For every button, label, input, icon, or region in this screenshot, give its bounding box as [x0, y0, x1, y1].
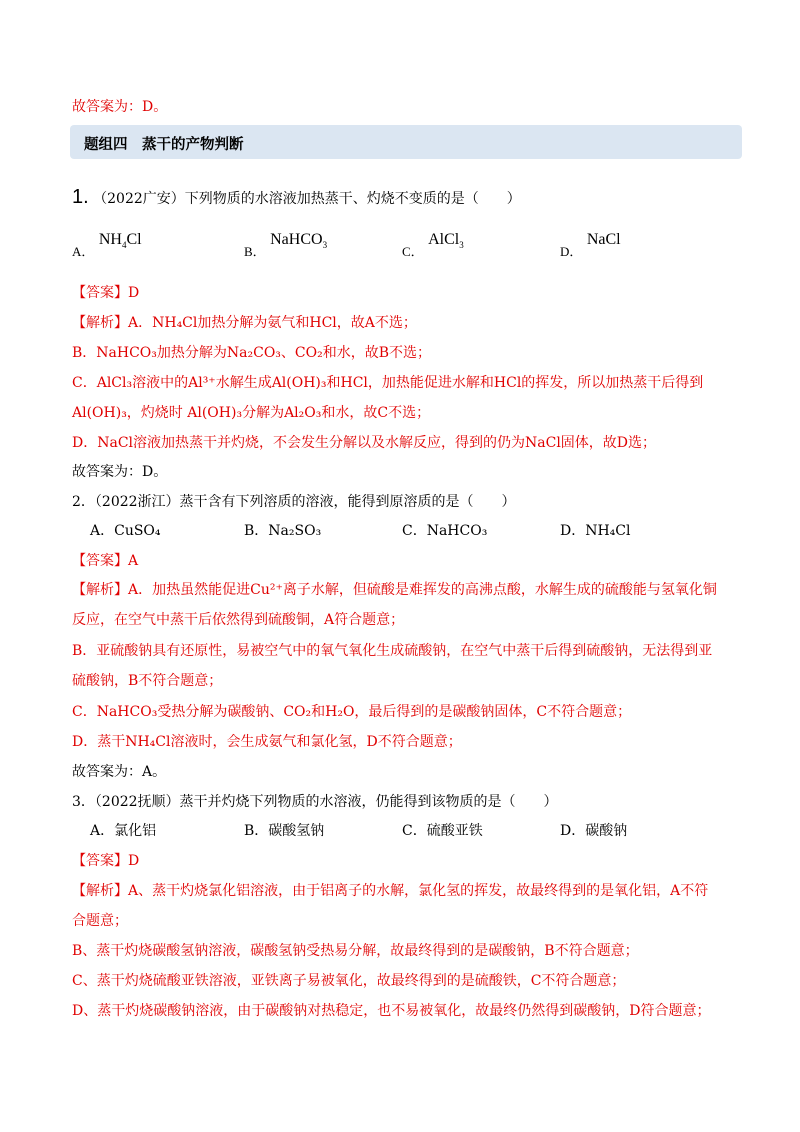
- section-title: 题组四 蒸干的产物判断: [84, 137, 244, 153]
- q1-analysis-line: Al(OH)₃，灼烧时 Al(OH)₃分解为Al₂O₃和水，故C不选；: [72, 405, 431, 421]
- question-3-stem: 3．（2022抚顺）蒸干并灼烧下列物质的水溶液，仍能得到该物质的是（ ）: [72, 794, 558, 810]
- q3-option-b: B．碳酸氢钠: [244, 823, 325, 839]
- q1-analysis-line: B．NaHCO₃加热分解为Na₂CO₃、CO₂和水，故B不选；: [72, 345, 431, 361]
- q1-conclusion: 故答案为：D。: [72, 464, 168, 480]
- q3-answer: 【答案】D: [72, 853, 140, 869]
- q2-analysis-line: C．NaHCO₃受热分解为碳酸钠、CO₂和H₂O，最后得到的是碳酸钠固体，C不符合题意；: [72, 704, 632, 720]
- q3-option-d: D．碳酸钠: [560, 823, 628, 839]
- q2-analysis-line: 【解析】A．加热虽然能促进Cu²⁺离子水解，但硫酸是难挥发的高沸点酸，水解生成的硫酸能与氢氧化铜: [72, 582, 717, 598]
- q1-analysis-line: 【解析】A．NH₄Cl加热分解为氨气和HCl，故A不选；: [72, 315, 417, 331]
- question-1-stem: 1. （2022广安）下列物质的水溶液加热蒸干、灼烧不变质的是（ ）: [72, 186, 521, 208]
- q3-analysis-line: 【解析】A、蒸干灼烧氯化铝溶液，由于铝离子的水解，氯化氢的挥发，故最终得到的是氧化铝，A不符: [72, 883, 709, 899]
- q3-analysis-line: D、蒸干灼烧碳酸钠溶液，由于碳酸钠对热稳定，也不易被氧化，故最终仍然得到碳酸钠，D符合题意；: [72, 1003, 711, 1019]
- q2-conclusion: 故答案为：A。: [72, 764, 167, 780]
- q1-option-b: B． NaHCO$_3$: [244, 231, 328, 259]
- q1-option-d: D． NaCl: [560, 231, 621, 259]
- q2-option-d: D．NH₄Cl: [560, 523, 631, 539]
- previous-conclusion: 故答案为：D。: [72, 99, 168, 115]
- q1-option-a: A． $NH_4Cl$: [72, 231, 142, 259]
- q2-analysis-line: D．蒸干NH₄Cl溶液时，会生成氨气和氯化氢，D不符合题意；: [72, 734, 462, 750]
- q1-option-c: C． AlCl$_3$: [402, 231, 464, 259]
- q2-option-c: C．NaHCO₃: [402, 523, 488, 539]
- q1-analysis-line: D．NaCl溶液加热蒸干并灼烧，不会发生分解以及水解反应，得到的仍为NaCl固体，故D选；: [72, 435, 657, 451]
- q2-option-a: A．CuSO₄: [90, 523, 161, 539]
- q2-analysis-line: 硫酸钠，B不符合题意；: [72, 673, 223, 689]
- q3-option-c: C．硫酸亚铁: [402, 823, 483, 839]
- q3-option-a: A．氯化铝: [90, 823, 157, 839]
- question-2-stem: 2．（2022浙江）蒸干含有下列溶质的溶液，能得到原溶质的是（ ）: [72, 494, 516, 510]
- q3-analysis-line: B、蒸干灼烧碳酸氢钠溶液，碳酸氢钠受热易分解，故最终得到的是碳酸钠，B不符合题意；: [72, 943, 639, 959]
- q3-analysis-line: 合题意；: [72, 913, 128, 929]
- q2-analysis-line: 反应，在空气中蒸干后依然得到硫酸铜，A符合题意；: [72, 612, 405, 628]
- section-header: [70, 125, 742, 159]
- q1-analysis-line: C．AlCl₃溶液中的Al³⁺水解生成Al(OH)₃和HCl，加热能促进水解和HCl的挥发，所以加热蒸干后得到: [72, 375, 704, 391]
- q2-answer: 【答案】A: [72, 553, 139, 569]
- q2-analysis-line: B．亚硫酸钠具有还原性，易被空气中的氧气氧化生成硫酸钠，在空气中蒸干后得到硫酸钠，无法得到亚: [72, 643, 713, 659]
- q1-answer: 【答案】D: [72, 285, 140, 301]
- q2-option-b: B．Na₂SO₃: [244, 523, 322, 539]
- question-1-number: 1: [72, 186, 84, 208]
- q3-analysis-line: C、蒸干灼烧硫酸亚铁溶液，亚铁离子易被氧化，故最终得到的是硫酸铁，C不符合题意；: [72, 973, 626, 989]
